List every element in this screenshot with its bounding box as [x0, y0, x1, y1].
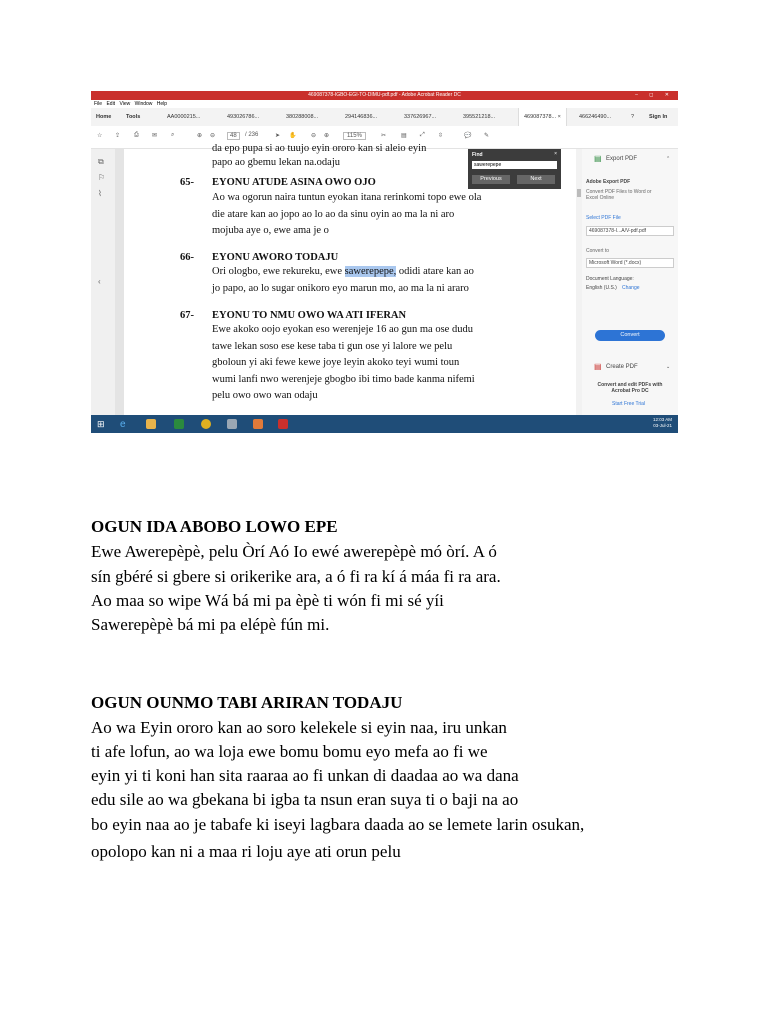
left-navigation	[91, 149, 116, 415]
adobe-export-title: Adobe Export PDF	[586, 179, 631, 185]
convert-to-label: Convert to	[586, 248, 610, 254]
pdf-line-post: odidi atare kan ao	[396, 266, 474, 277]
create-pdf-link[interactable]: Create PDF	[606, 364, 638, 370]
sign-in-link[interactable]: Sign In	[649, 114, 668, 120]
format-select[interactable]: Microsoft Word (*.docx)	[586, 258, 674, 268]
email-icon[interactable]: ✉	[152, 133, 158, 139]
zoom-in-icon[interactable]: ⊕	[324, 133, 330, 139]
acrobat-screenshot	[91, 91, 678, 433]
tab-file-2[interactable]: 493026786...	[227, 114, 260, 120]
convert-description: Convert PDF Files to Word or Excel Online	[586, 189, 652, 201]
pdf-line-pre: Ori ologbo, ewe rekureku, ewe	[212, 266, 345, 277]
document-language-label: Document Language:	[586, 276, 634, 282]
find-next-button[interactable]: Next	[517, 175, 555, 184]
recipe-heading: EYONU AWORO TODAJU	[212, 252, 339, 263]
menu-file[interactable]: File	[94, 101, 103, 107]
find-popup	[468, 149, 561, 189]
find-input[interactable]: sawerepepe	[472, 161, 557, 169]
tab-file-1[interactable]: AA0000215...	[167, 114, 201, 120]
file-explorer-icon[interactable]	[146, 419, 156, 429]
section-line: Sawerepèpè bá mi pa elépè fún mi.	[91, 615, 330, 634]
page-up-icon[interactable]: ⊕	[197, 133, 203, 139]
right-tools-panel	[582, 149, 678, 415]
help-icon[interactable]: ?	[631, 114, 635, 120]
crop-icon[interactable]: ✂	[381, 133, 387, 139]
tab-file-3[interactable]: 380288008...	[286, 114, 319, 120]
pdf-line: Ao wa ogorun naira tuntun eyokan itana rerinkomi topo ewe ola	[212, 192, 482, 203]
hand-icon[interactable]: ✋	[289, 133, 297, 139]
tab-file-6[interactable]: 395521218...	[463, 114, 496, 120]
search-highlight: sawerepepe,	[344, 266, 397, 277]
menu-bar	[91, 100, 678, 108]
recipe-heading: EYONU TO NMU OWO WA ATI IFERAN	[212, 310, 407, 321]
ie-icon[interactable]: e	[120, 419, 126, 430]
section-line: edu sile ao wa gbekana bi igba ta nsun eran suya ti o baji na ao	[91, 790, 519, 809]
page-number-input[interactable]: 48	[227, 132, 240, 140]
change-language-link[interactable]: Change	[622, 285, 640, 291]
windows-start-icon[interactable]: ⊞	[97, 419, 105, 429]
promo-text: Convert and edit PDFs with Acrobat Pro DC	[597, 382, 663, 394]
page-down-icon[interactable]: ⊖	[210, 133, 216, 139]
close-icon[interactable]: ×	[554, 151, 557, 157]
scrollbar-thumb[interactable]	[577, 189, 581, 197]
page-total: / 236	[245, 132, 259, 138]
clock-date: 03-Jul-21	[653, 423, 672, 428]
acrobat-icon[interactable]	[278, 419, 288, 429]
pages-icon[interactable]: ⧉	[98, 157, 104, 166]
pdf-line: die atare kan ao jopo ao lo ao da sinu oyin ao ma la ni aro	[212, 209, 455, 220]
window-titlebar	[91, 91, 678, 100]
page-icon[interactable]: ▤	[401, 133, 407, 139]
tab-file-5[interactable]: 337626967...	[404, 114, 437, 120]
section-line: Ao wa Eyin ororo kan ao soro kelekele si eyin naa, iru unkan	[91, 718, 507, 737]
star-icon[interactable]: ☆	[97, 133, 103, 139]
recipe-heading: EYONU ATUDE ASINA OWO OJO	[212, 177, 376, 188]
document-icon[interactable]	[227, 419, 237, 429]
recipe-number: 66-	[180, 252, 194, 263]
start-free-trial-link[interactable]: Start Free Trial	[612, 401, 646, 407]
prev-page-arrow-icon[interactable]: ‹	[98, 277, 101, 286]
zoom-select[interactable]: 115%	[343, 132, 366, 140]
tab-tools[interactable]: Tools	[126, 114, 141, 120]
chrome-icon[interactable]	[201, 419, 211, 429]
pdf-line: pelu owo owo wan odaju	[212, 390, 318, 401]
zoom-out-icon[interactable]: ⊖	[311, 133, 317, 139]
language-value: English (U.S.)	[586, 285, 617, 291]
windows-taskbar	[91, 415, 678, 433]
system-clock	[653, 417, 672, 429]
recipe-number: 67-	[180, 310, 194, 321]
cursor-icon[interactable]: ➤	[275, 133, 281, 139]
pdf-line: papo ao gbemu lekan na.odaju	[212, 157, 340, 168]
search-icon[interactable]: ⌕	[171, 132, 175, 138]
tab-file-7[interactable]: 466246490...	[579, 114, 612, 120]
pdf-line: wumi lanfi nwo werenjeje gbogbo ibi timo bade kanma nifemi	[212, 374, 475, 385]
media-icon[interactable]	[253, 419, 263, 429]
menu-edit[interactable]: Edit	[106, 101, 116, 107]
tab-file-4[interactable]: 294146836...	[345, 114, 378, 120]
pdf-line: tawe lekan soso ese kese taba ti gun ose yi lalore we pelu	[212, 341, 453, 352]
selected-file-field[interactable]: 469087378-I...A/V-pdf.pdf	[586, 226, 674, 236]
clock-time: 12:03 AM	[652, 417, 672, 422]
recipe-number: 65-	[180, 177, 194, 188]
section-line: Ao maa so wipe Wá bá mi pa èpè ti wón fi mi sé yíi	[91, 591, 444, 610]
section-title: OGUN OUNMO TABI ARIRAN TODAJU	[91, 693, 403, 712]
select-file-label: Select PDF File	[586, 215, 621, 221]
section-line: ti afe lofun, ao wa loja ewe bomu bomu eyo mefa ao fi we	[91, 742, 488, 761]
pdf-line: gboloun yi aki fewe kewe joye leyin akoko teyi wumi toun	[212, 357, 460, 368]
scroll-icon[interactable]: ⇳	[438, 133, 444, 139]
menu-help[interactable]: Help	[156, 101, 168, 107]
pdf-line: da epo pupa si ao tuujo eyin ororo kan si aleio eyin	[212, 143, 427, 154]
upload-icon[interactable]: ⇪	[115, 133, 121, 139]
create-pdf-icon: ▤	[594, 362, 602, 371]
chevron-down-icon[interactable]: ⌄	[666, 364, 671, 370]
tab-home[interactable]: Home	[96, 114, 112, 120]
pdf-line: mojuba aye o, ewe ama je o	[212, 225, 329, 236]
chevron-up-icon[interactable]: ⌃	[666, 156, 671, 162]
section-line: eyin yi ti koni han sita raaraa ao fi unkan di daadaa ao wa dana	[91, 766, 519, 785]
export-icon: ▤	[594, 154, 602, 163]
export-pdf-link[interactable]: Export PDF	[606, 156, 638, 162]
section-line: Ewe Awerepèpè, pelu Òrí Aó Io ewé awerepèpè mó òrí. A ó	[91, 542, 497, 561]
pdf-line	[212, 266, 474, 277]
window-controls[interactable]: – ◻ ✕	[635, 92, 674, 98]
section-line: sín gbéré si gbere si orikerike ara, a ó fi ra kí á máa fi ra ara.	[91, 567, 501, 586]
menu-window[interactable]: Window	[134, 101, 153, 107]
window-title: 469087378-IGBO-EGI-TO-DIMU-pdf.pdf - Adobe Acrobat Reader DC	[308, 92, 461, 98]
find-previous-button[interactable]: Previous	[472, 175, 510, 184]
pdf-line: jo papo, ao lo sugar onikoro eyo marun mo, ao ma la ni araro	[212, 283, 469, 294]
print-icon[interactable]: ⎙	[134, 132, 139, 138]
section-line: bo eyin naa ao je tabafe ki iseyi lagbara daada ao se lemete larin osukan,	[91, 815, 585, 834]
store-icon[interactable]	[174, 419, 184, 429]
fit-icon[interactable]: ⤢	[420, 132, 425, 138]
pdf-line: Ewe akoko oojo eyokan eso werenjeje 16 ao gun ma ose dudu	[212, 324, 473, 335]
tab-bar	[91, 108, 678, 127]
attachment-icon[interactable]: ⌇	[98, 189, 102, 198]
tab-active-file[interactable]: 469087378... ×	[518, 108, 567, 126]
bookmark-icon[interactable]: ⚐	[98, 173, 106, 182]
comment-icon[interactable]: 💬	[464, 133, 472, 139]
section-title: OGUN IDA ABOBO LOWO EPE	[91, 517, 338, 536]
menu-view[interactable]: View	[119, 101, 131, 107]
section-line: opolopo kan ni a maa ri loju aye ati orun pelu	[91, 842, 401, 861]
find-label: Find	[472, 152, 483, 158]
convert-button[interactable]: Convert	[595, 330, 665, 341]
pen-icon[interactable]: ✎	[484, 133, 490, 139]
